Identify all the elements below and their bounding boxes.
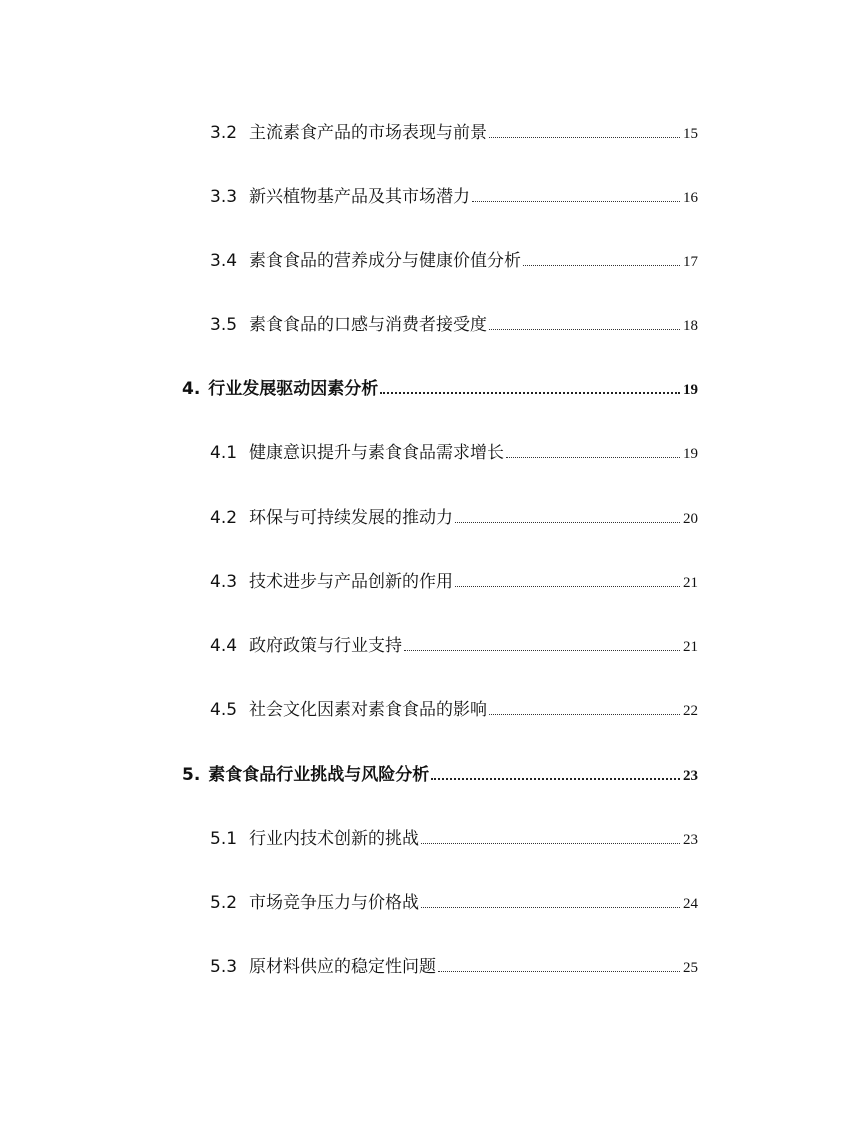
dot-leader	[438, 970, 680, 972]
toc-entry-title: 健康意识提升与素食食品需求增长	[249, 443, 505, 463]
dot-leader	[489, 713, 680, 715]
toc-entry-page-number: 25	[683, 960, 698, 976]
toc-entry-page-number: 20	[683, 511, 698, 527]
toc-section-title: 行业发展驱动因素分析	[208, 379, 379, 399]
dot-leader	[455, 521, 680, 523]
toc-entry-page-number: 24	[683, 896, 698, 912]
toc-entry-title: 新兴植物基产品及其市场潜力	[249, 187, 471, 207]
dot-leader	[472, 200, 680, 202]
toc-entry-title: 市场竞争压力与价格战	[249, 893, 420, 913]
dot-leader	[489, 328, 680, 330]
toc-entry-number: 3.3	[210, 187, 238, 207]
toc-entry-4-5[interactable]	[210, 695, 698, 719]
toc-entry-page-number: 15	[683, 126, 698, 142]
dot-leader	[421, 906, 680, 908]
toc-section-number: 5.	[182, 765, 201, 785]
toc-entry-title: 环保与可持续发展的推动力	[249, 508, 454, 528]
toc-entry-title: 技术进步与产品创新的作用	[249, 572, 454, 592]
toc-entry-3-2[interactable]	[210, 118, 698, 142]
toc-entry-number: 3.5	[210, 315, 238, 335]
dot-leader	[455, 585, 680, 587]
dot-leader	[506, 456, 680, 458]
toc-entry-number: 3.4	[210, 251, 238, 271]
toc-entry-title: 素食食品的营养成分与健康价值分析	[249, 251, 522, 271]
toc-section-title: 素食食品行业挑战与风险分析	[208, 765, 430, 785]
toc-entry-number: 4.1	[210, 443, 238, 463]
toc-entry-5-3[interactable]	[210, 952, 698, 976]
toc-entry-number: 5.2	[210, 893, 238, 913]
toc-entry-4-1[interactable]	[210, 438, 698, 462]
dot-leader	[380, 391, 680, 394]
toc-entry-3-5[interactable]	[210, 310, 698, 334]
dot-leader	[431, 777, 680, 780]
dot-leader	[404, 649, 680, 651]
toc-entry-5-1[interactable]	[210, 824, 698, 848]
toc-section-page-number: 23	[683, 768, 698, 784]
dot-leader	[421, 842, 680, 844]
toc-entry-3-3[interactable]	[210, 182, 698, 206]
toc-entry-number: 4.3	[210, 572, 238, 592]
toc-entry-number: 4.5	[210, 700, 238, 720]
toc-section-page-number: 19	[683, 382, 698, 398]
toc-entry-page-number: 23	[683, 832, 698, 848]
toc-entry-3-4[interactable]	[210, 246, 698, 270]
toc-entry-page-number: 22	[683, 703, 698, 719]
toc-entry-5-2[interactable]	[210, 888, 698, 912]
toc-entry-title: 原材料供应的稳定性问题	[249, 957, 437, 977]
toc-entry-4-2[interactable]	[210, 503, 698, 527]
toc-entry-title: 行业内技术创新的挑战	[249, 829, 420, 849]
toc-entry-page-number: 21	[683, 575, 698, 591]
toc-section-5[interactable]	[182, 760, 698, 784]
toc-entry-number: 3.2	[210, 123, 238, 143]
dot-leader	[489, 136, 680, 138]
toc-entry-number: 4.4	[210, 636, 238, 656]
toc-entry-page-number: 21	[683, 639, 698, 655]
toc-entry-title: 素食食品的口感与消费者接受度	[249, 315, 488, 335]
toc-entry-page-number: 17	[683, 254, 698, 270]
toc-entry-title: 主流素食产品的市场表现与前景	[249, 123, 488, 143]
toc-entry-page-number: 18	[683, 318, 698, 334]
toc-section-number: 4.	[182, 379, 201, 399]
toc-entry-number: 4.2	[210, 508, 238, 528]
toc-entry-number: 5.1	[210, 829, 238, 849]
dot-leader	[523, 264, 680, 266]
toc-entry-number: 5.3	[210, 957, 238, 977]
toc-entry-4-3[interactable]	[210, 567, 698, 591]
toc-section-4[interactable]	[182, 374, 698, 398]
toc-entry-title: 社会文化因素对素食食品的影响	[249, 700, 488, 720]
toc-entry-page-number: 19	[683, 446, 698, 462]
toc-entry-page-number: 16	[683, 190, 698, 206]
toc-entry-4-4[interactable]	[210, 631, 698, 655]
toc-entry-title: 政府政策与行业支持	[249, 636, 403, 656]
